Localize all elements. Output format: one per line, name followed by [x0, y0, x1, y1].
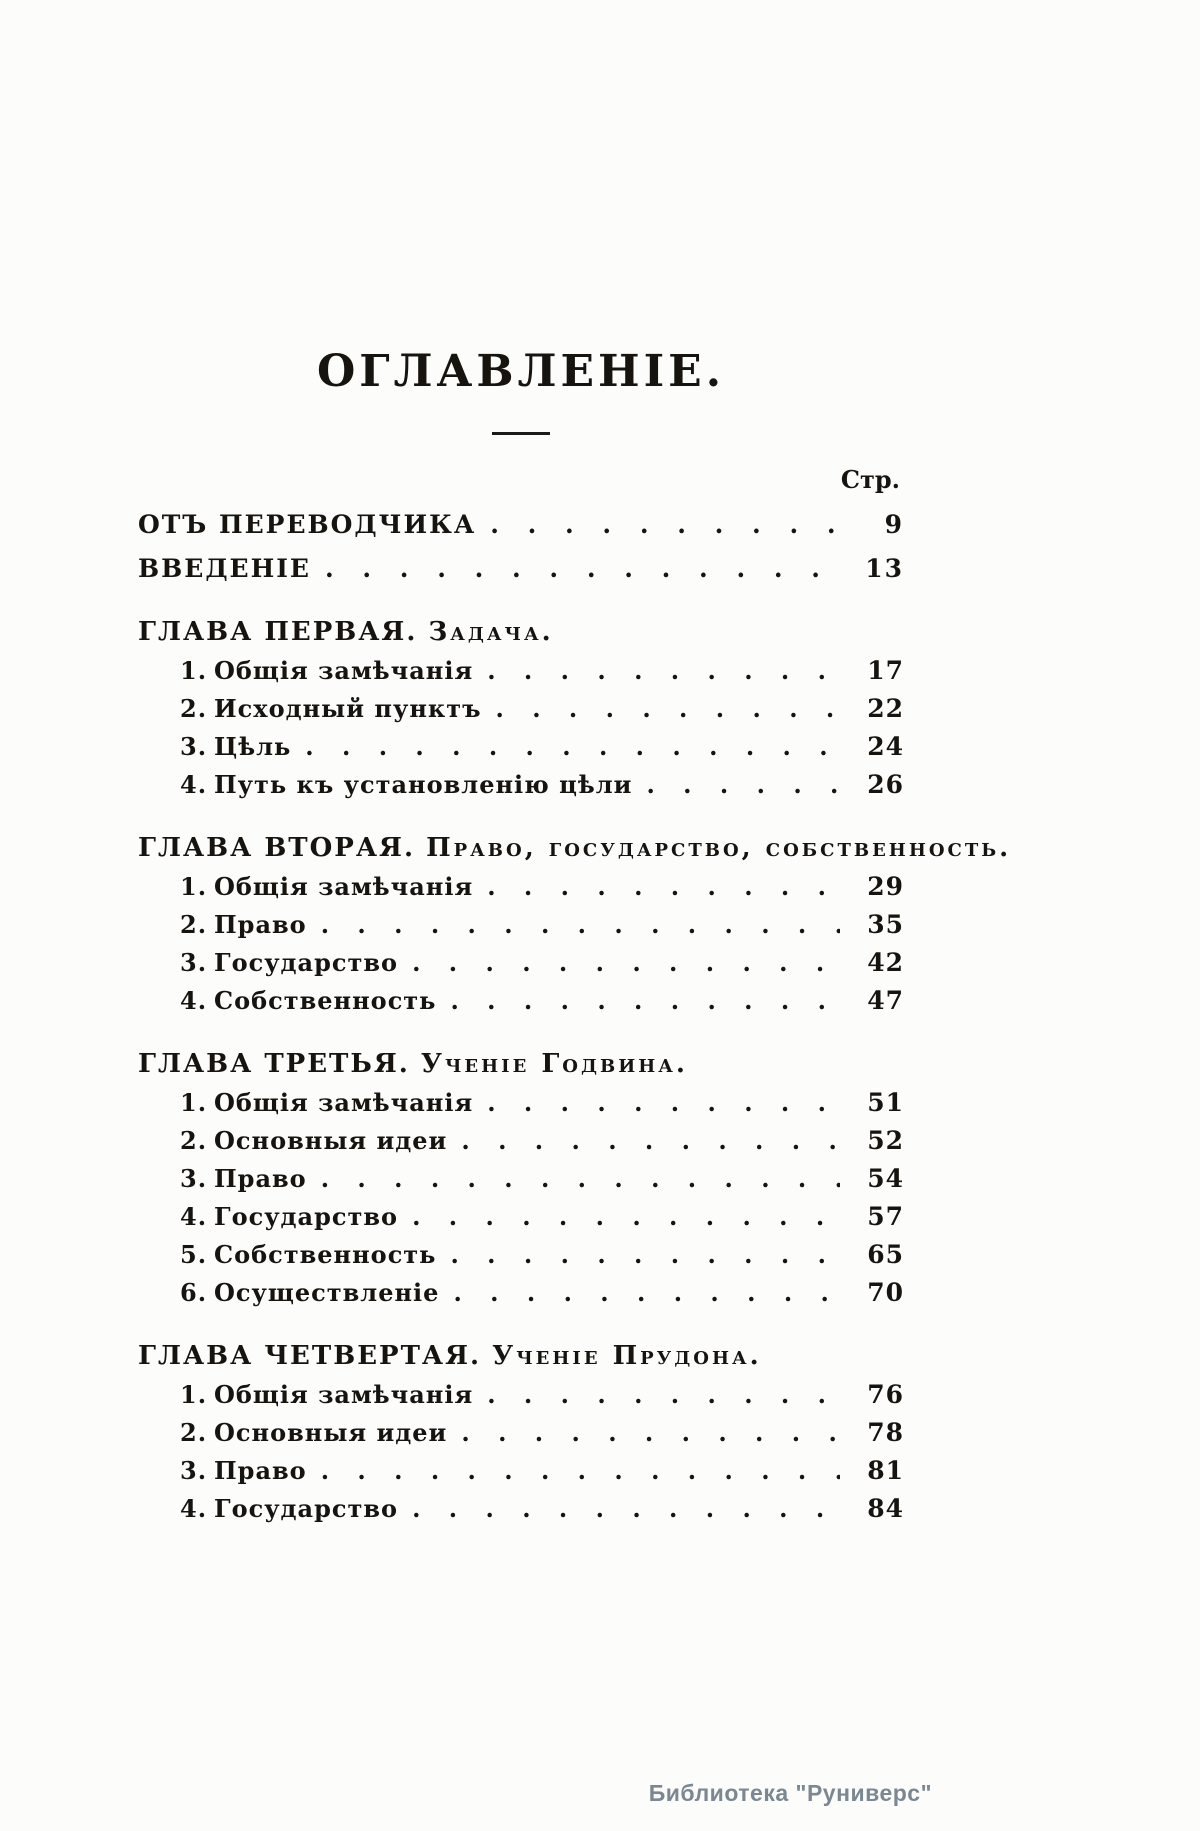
toc-entry	[138, 1202, 904, 1231]
dot-leader	[412, 1494, 840, 1523]
entry-label: Общія замѣчанія	[214, 1380, 474, 1410]
title-divider	[492, 432, 550, 435]
entry-label: Право	[214, 1164, 307, 1194]
dot-leader	[325, 554, 840, 583]
toc-entry	[138, 1088, 904, 1117]
entry-page-number: 54	[867, 1164, 904, 1194]
chapter-subtitle: Ученіе Прудона.	[492, 1341, 762, 1372]
dot-leader	[461, 1418, 840, 1447]
chapter-subtitle: Право, государство, собственность.	[426, 833, 1012, 864]
entry-page-number: 78	[867, 1418, 904, 1448]
entry-label: Основныя идеи	[214, 1126, 448, 1156]
chapter-title: ГЛАВА ЧЕТВЕРТАЯ.	[138, 1341, 482, 1372]
entry-number: 3.	[180, 1164, 208, 1194]
entry-page-number: 81	[867, 1456, 904, 1486]
dot-leader	[487, 1088, 840, 1117]
dot-leader	[412, 1202, 840, 1231]
entry-page-number: 22	[867, 694, 904, 724]
entry-number: 1.	[180, 872, 208, 902]
entry-page-number: 29	[867, 872, 904, 902]
entry-label: Право	[214, 1456, 307, 1486]
chapter-heading	[138, 1341, 904, 1371]
entry-page-number: 9	[884, 510, 904, 540]
entry-label: Общія замѣчанія	[214, 656, 474, 686]
entry-label: Путь къ установленію цѣли	[214, 770, 633, 800]
entry-page-number: 70	[867, 1278, 904, 1308]
entry-page-number: 17	[867, 656, 904, 686]
entry-number: 1.	[180, 1380, 208, 1410]
toc-entry	[138, 554, 904, 583]
chapter-subtitle: Задача.	[428, 617, 554, 648]
toc-entry	[138, 1164, 904, 1193]
chapter-heading	[138, 1049, 904, 1079]
entry-label: Право	[214, 910, 307, 940]
toc-entry	[138, 986, 904, 1015]
entry-number: 1.	[180, 1088, 208, 1118]
entry-label: Исходный пунктъ	[214, 694, 482, 724]
entry-page-number: 76	[867, 1380, 904, 1410]
toc-entry	[138, 656, 904, 685]
dot-leader	[487, 872, 840, 901]
entry-number: 4.	[180, 1494, 208, 1524]
entry-label: Собственность	[214, 1240, 437, 1270]
toc-entry	[138, 770, 904, 799]
dot-leader	[450, 1240, 840, 1269]
dot-leader	[305, 732, 840, 761]
entry-page-number: 26	[867, 770, 904, 800]
dot-leader	[487, 656, 840, 685]
entry-page-number: 42	[867, 948, 904, 978]
dot-leader	[646, 770, 840, 799]
toc-entry	[138, 510, 904, 539]
entry-number: 3.	[180, 948, 208, 978]
page-title: ОГЛАВЛЕНІЕ.	[316, 346, 726, 397]
entry-page-number: 35	[867, 910, 904, 940]
entry-number: 3.	[180, 732, 208, 762]
entry-page-number: 13	[865, 554, 904, 584]
toc-entry	[138, 948, 904, 977]
dot-leader	[321, 910, 840, 939]
entry-number: 2.	[180, 910, 208, 940]
entry-label: Государство	[214, 1494, 399, 1524]
entry-page-number: 47	[867, 986, 904, 1016]
toc-entry	[138, 694, 904, 723]
toc-entry	[138, 910, 904, 939]
watermark: Библиотека "Руниверс"	[648, 1780, 932, 1806]
entry-number: 2.	[180, 1418, 208, 1448]
toc-entry	[138, 1126, 904, 1155]
page-column-label: Стр.	[840, 465, 900, 495]
chapter-title: ГЛАВА ВТОРАЯ.	[138, 833, 415, 864]
toc-entry	[138, 1278, 904, 1307]
entry-number: 3.	[180, 1456, 208, 1486]
chapter-heading	[138, 833, 1012, 864]
entry-number: 6.	[180, 1278, 208, 1308]
entry-label: ВВЕДЕНІЕ	[138, 554, 311, 584]
entry-label: Основныя идеи	[214, 1418, 448, 1448]
entry-page-number: 24	[867, 732, 904, 762]
entry-label: Государство	[214, 948, 399, 978]
toc-entry	[138, 872, 904, 901]
entry-number: 1.	[180, 656, 208, 686]
entry-label: Общія замѣчанія	[214, 872, 474, 902]
chapter-title: ГЛАВА ПЕРВАЯ.	[138, 617, 418, 648]
toc-list	[138, 510, 1012, 1524]
entry-page-number: 52	[867, 1126, 904, 1156]
entry-number: 4.	[180, 1202, 208, 1232]
dot-leader	[450, 986, 840, 1015]
entry-number: 4.	[180, 986, 208, 1016]
entry-label: ОТЪ ПЕРЕВОДЧИКА	[138, 510, 477, 540]
chapter-subtitle: Ученіе Годвина.	[420, 1049, 688, 1080]
entry-label: Государство	[214, 1202, 399, 1232]
entry-page-number: 84	[867, 1494, 904, 1524]
toc-entry	[138, 1380, 904, 1409]
dot-leader	[321, 1164, 840, 1193]
chapter-heading	[138, 617, 904, 647]
toc-content	[138, 346, 1012, 1524]
dot-leader	[496, 694, 841, 723]
entry-label: Цѣль	[214, 732, 292, 762]
dot-leader	[412, 948, 840, 977]
dot-leader	[490, 510, 840, 539]
entry-label: Осуществленіе	[214, 1278, 440, 1308]
chapter-title: ГЛАВА ТРЕТЬЯ.	[138, 1049, 410, 1080]
entry-number: 2.	[180, 1126, 208, 1156]
entry-page-number: 51	[867, 1088, 904, 1118]
entry-number: 5.	[180, 1240, 208, 1270]
entry-number: 4.	[180, 770, 208, 800]
toc-entry	[138, 732, 904, 761]
dot-leader	[461, 1126, 840, 1155]
toc-entry	[138, 1494, 904, 1523]
entry-page-number: 57	[867, 1202, 904, 1232]
dot-leader	[453, 1278, 840, 1307]
entry-label: Общія замѣчанія	[214, 1088, 474, 1118]
entry-page-number: 65	[867, 1240, 904, 1270]
toc-entry	[138, 1418, 904, 1447]
dot-leader	[321, 1456, 840, 1485]
dot-leader	[487, 1380, 840, 1409]
entry-number: 2.	[180, 694, 208, 724]
toc-entry	[138, 1240, 904, 1269]
toc-entry	[138, 1456, 904, 1485]
entry-label: Собственность	[214, 986, 437, 1016]
